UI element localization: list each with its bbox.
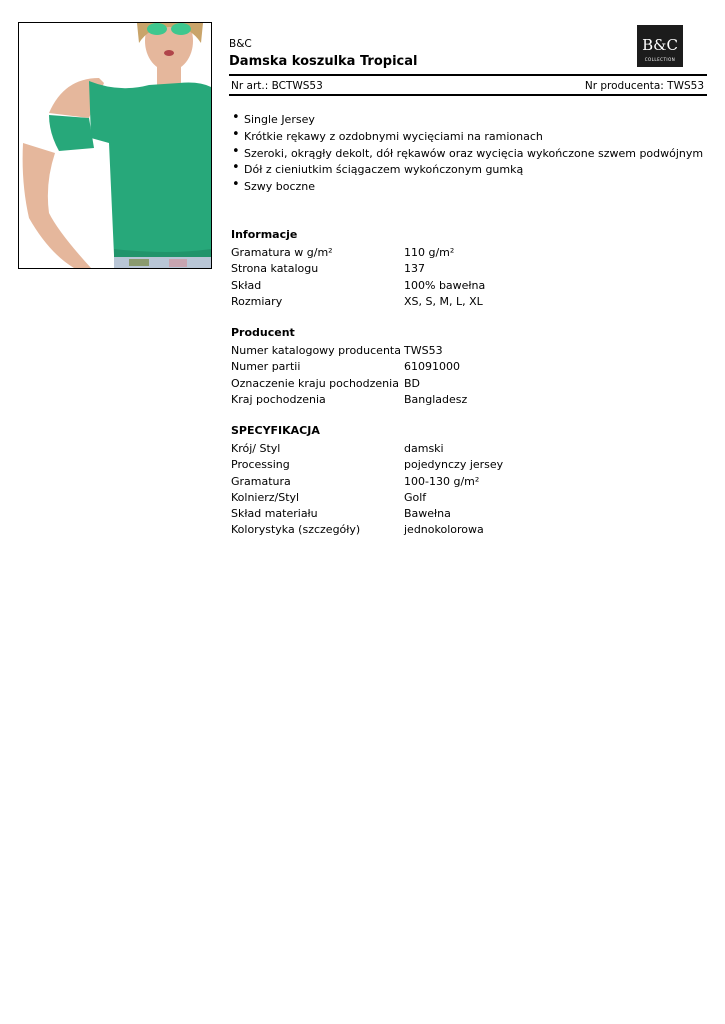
product-photo (18, 22, 212, 269)
info-row (231, 392, 467, 408)
row-value: Bawełna (404, 507, 451, 521)
row-label: Gramatura w g/m² (231, 246, 333, 259)
model-wearing-shirt-image (19, 23, 211, 268)
info-row (231, 506, 503, 522)
section-heading: SPECYFIKACJA (231, 424, 320, 437)
feature-item: • Krótkie rękawy z ozdobnymi wycięciami na ramionach (231, 129, 703, 146)
row-value: BD (404, 376, 421, 390)
row-label: Kolnierz/Styl (231, 490, 300, 504)
row-label: Krój/ Styl (231, 442, 281, 455)
row-value: 110 g/m² (404, 246, 455, 259)
row-label: Strona katalogu (231, 262, 319, 276)
info-row (231, 457, 503, 473)
info-row (231, 474, 503, 490)
section-producent (231, 325, 467, 408)
row-value: 137 (404, 262, 425, 276)
row-value: jednokolorowa (404, 523, 484, 537)
row-label: Oznaczenie kraju pochodzenia (231, 376, 399, 390)
row-label: Kraj pochodzenia (231, 392, 326, 406)
feature-item: • Szeroki, okrągły dekolt, dół rękawów oraz wycięcia wykończone szwem podwójnym (231, 146, 703, 163)
info-row (231, 376, 467, 392)
feature-item: • Szwy boczne (231, 179, 703, 196)
feature-item: • Single Jersey (231, 112, 703, 129)
info-row (231, 522, 503, 538)
section-heading: Informacje (231, 228, 298, 241)
info-row (231, 359, 467, 375)
section-informacje (231, 227, 485, 310)
logo-text: B&C (642, 36, 678, 54)
info-row (231, 278, 485, 294)
row-label: Numer katalogowy producenta (231, 344, 401, 357)
header-rule-bottom (229, 94, 707, 96)
section-heading: Producent (231, 326, 295, 339)
header-rule-top (229, 74, 707, 76)
logo-subtext: COLLECTION (644, 57, 676, 62)
row-label: Kolorystyka (szczegóły) (231, 523, 361, 537)
section-specyfikacja (231, 423, 503, 539)
row-value: 61091000 (404, 360, 460, 374)
row-label: Skład materiału (231, 507, 318, 521)
row-value: pojedynczy jersey (404, 458, 504, 472)
row-value: Bangladesz (404, 392, 468, 406)
row-value: damski (404, 442, 444, 455)
row-value: TWS53 (404, 344, 443, 357)
row-label: Numer partii (231, 360, 301, 374)
feature-list (231, 112, 703, 196)
info-row (231, 441, 503, 457)
row-value: XS, S, M, L, XL (404, 294, 483, 308)
product-title: Damska koszulka Tropical (229, 54, 418, 69)
info-row (231, 294, 485, 310)
row-label: Gramatura (231, 474, 291, 488)
row-label: Processing (231, 458, 290, 472)
row-value: Golf (404, 490, 427, 504)
article-numbers-row (231, 80, 704, 92)
producer-number: Nr producenta: TWS53 (584, 80, 704, 92)
row-value: 100-130 g/m² (404, 474, 480, 488)
info-row (231, 343, 467, 359)
info-row (231, 490, 503, 506)
feature-item: • Dół z cieniutkim ściągaczem wykończonym gumką (231, 162, 703, 179)
row-label: Skład (231, 278, 262, 292)
brand-logo (637, 25, 683, 67)
row-label: Rozmiary (231, 294, 283, 308)
info-row (231, 245, 485, 261)
info-row (231, 261, 485, 277)
article-number: Nr art.: BCTWS53 (231, 80, 323, 92)
row-value: 100% bawełna (404, 278, 486, 292)
brand-name: B&C (229, 38, 252, 50)
